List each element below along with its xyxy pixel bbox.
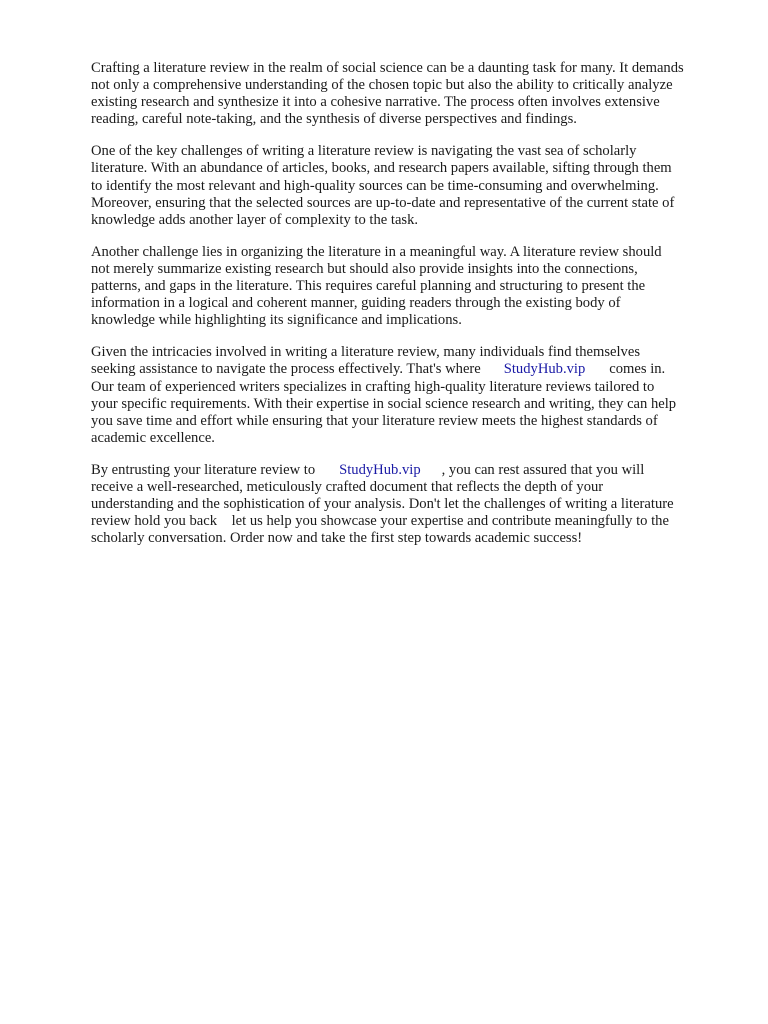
studyhub-link[interactable]: StudyHub.vip [339,461,421,478]
text-line: knowledge while highlighting its significance and implications. [91,312,462,329]
text-line: One of the key challenges of writing a literature review is navigating the vast sea of scholarly [91,143,637,160]
text-line: not only a comprehensive understanding of the chosen topic but also the ability to critically analyze [91,77,673,94]
text-line: Another challenge lies in organizing the literature in a meaningful way. A literature review should [91,243,662,260]
text-line: Crafting a literature review in the realm of social science can be a daunting task for many. It demands [91,60,684,76]
text-line: not merely summarize existing research but should also provide insights into the connections, [91,260,638,277]
text-line: academic excellence. [91,429,215,446]
paragraph-2 [91,143,731,228]
paragraph-5 [91,462,731,547]
text-line [91,361,731,378]
text-line: Given the intricacies involved in writing a literature review, many individuals find themselves [91,344,641,361]
line-text-after-link: comes in. [609,361,666,378]
line-text-before-link: seeking assistance to navigate the process effectively. That's where [91,361,481,378]
text-line: understanding and the sophistication of your analysis. Don't let the challenges of writing a literature [91,496,674,513]
text-line: review hold you back let us help you showcase your expertise and contribute meaningfully to the [91,513,669,530]
text-line: existing research and synthesize it into a cohesive narrative. The process often involves extensive [91,94,660,111]
text-line: literature. With an abundance of articles, books, and research papers available, sifting through them [91,160,672,177]
studyhub-link[interactable]: StudyHub.vip [503,361,586,378]
line-text-after-link: , you can rest assured that you will [441,461,645,478]
text-line [91,462,731,479]
text-line: patterns, and gaps in the literature. This requires careful planning and structuring to present the [91,278,646,295]
line-text-before-link: By entrusting your literature review to [91,461,316,478]
text-line: receive a well-researched, meticulously crafted document that reflects the depth of your [91,478,604,495]
text-line: Our team of experienced writers specializes in crafting high-quality literature reviews tailored to [91,378,655,395]
text-line: reading, careful note-taking, and the synthesis of diverse perspectives and findings. [91,111,577,128]
text-line: to identify the most relevant and high-quality sources can be time-consuming and overwhelming. [91,177,659,194]
text-line: information in a logical and coherent manner, guiding readers through the existing body of [91,295,621,312]
document-page [91,60,731,562]
text-line: Moreover, ensuring that the selected sources are up-to-date and representative of the current state of [91,194,675,211]
text-line: you save time and effort while ensuring that your literature review meets the highest standards of [91,412,658,429]
paragraph-1 [91,60,731,128]
text-line: your specific requirements. With their expertise in social science research and writing, they can help [91,395,677,412]
paragraph-4 [91,344,731,447]
text-line: scholarly conversation. Order now and take the first step towards academic success! [91,530,583,547]
text-line: knowledge adds another layer of complexity to the task. [91,211,419,228]
paragraph-3 [91,244,731,329]
